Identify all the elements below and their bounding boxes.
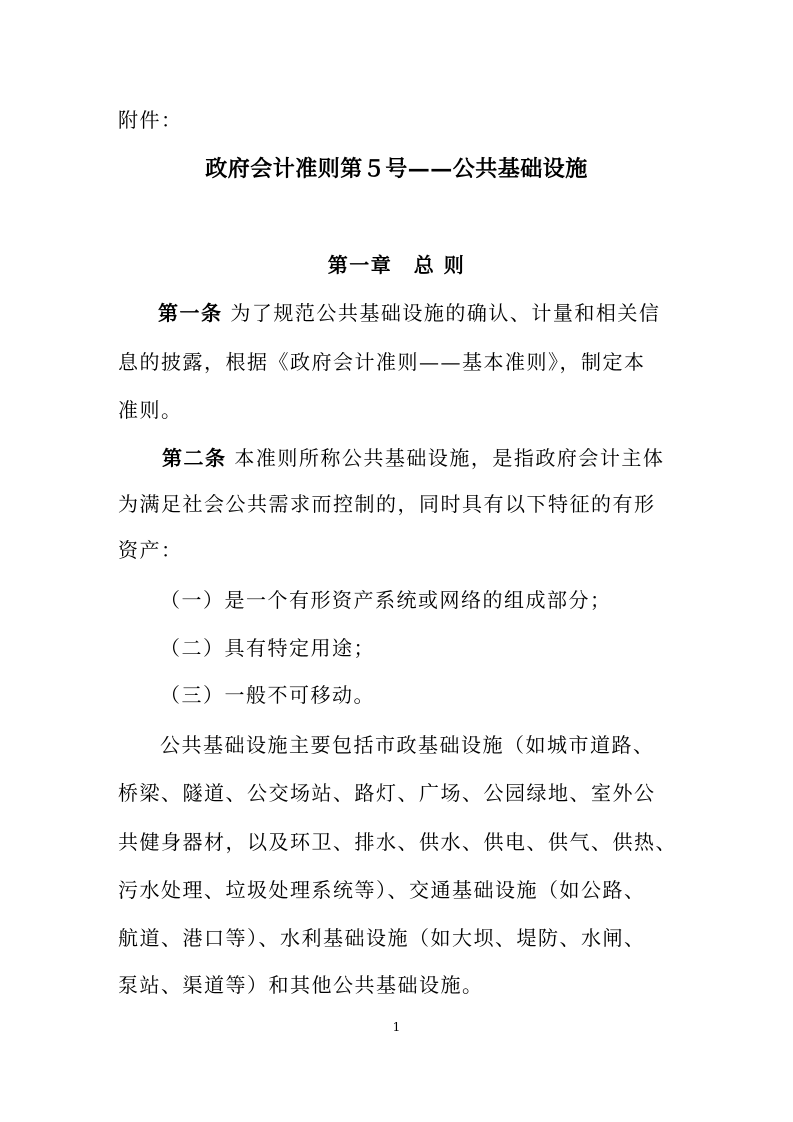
chapter-heading: 第一章 总 则 xyxy=(327,253,466,277)
document-title: 政府会计准则第５号——公共基础设施 xyxy=(205,156,588,182)
attachment-label: 附件： xyxy=(118,108,183,132)
article1-line: 准则。 xyxy=(118,398,183,422)
article2-line: 为满足社会公共需求而控制的，同时具有以下特征的有形 xyxy=(118,492,656,516)
paragraph-line: 污水处理、垃圾处理系统等）、交通基础设施（如公路、 xyxy=(118,878,646,902)
paragraph-line: 泵站、渠道等）和其他公共基础设施。 xyxy=(118,973,484,997)
paragraph-line: 公共基础设施主要包括市政基础设施（如城市道路、 xyxy=(160,733,655,757)
article2-head: 第二条 xyxy=(162,446,227,470)
article2-text: 本准则所称公共基础设施，是指政府会计主体 xyxy=(226,446,665,470)
list-item: （三）一般不可移动。 xyxy=(160,683,375,707)
paragraph-line: 航道、港口等）、水利基础设施（如大坝、堤防、水闸、 xyxy=(118,926,646,950)
article1-text: 为了规范公共基础设施的确认、计量和相关信 xyxy=(222,301,661,325)
article1-head: 第一条 xyxy=(158,301,223,325)
list-item: （一）是一个有形资产系统或网络的组成部分； xyxy=(160,588,612,612)
article2-line xyxy=(162,446,664,470)
article1-line: 息的披露，根据《政府会计准则——基本准则》，制定本 xyxy=(118,350,646,374)
paragraph-line: 桥梁、隧道、公交场站、路灯、广场、公园绿地、室外公 xyxy=(118,781,656,805)
list-item: （二）具有特定用途； xyxy=(160,636,375,660)
article1-line xyxy=(158,301,660,325)
page-number: 1 xyxy=(392,1020,401,1034)
article2-line: 资产： xyxy=(118,538,183,562)
paragraph-line: 共健身器材，以及环卫、排水、供水、供电、供气、供热、 xyxy=(118,830,677,854)
